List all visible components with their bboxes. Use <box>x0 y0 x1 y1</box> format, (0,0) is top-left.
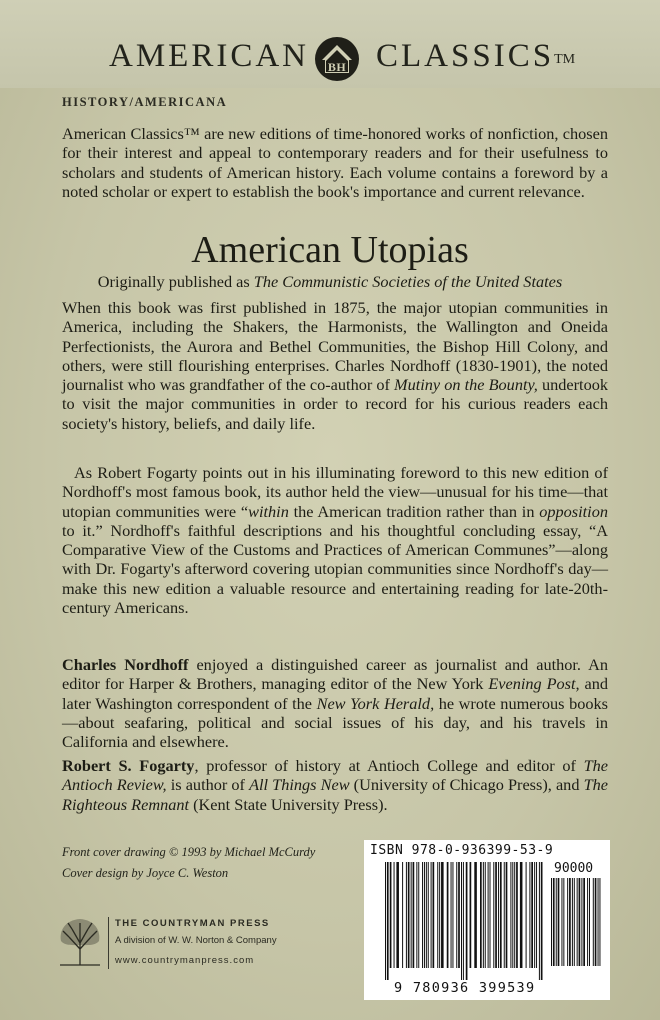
bio2-text-c: (University of Chicago Press), and <box>349 775 584 795</box>
trademark-symbol: TM <box>554 52 576 67</box>
cover-design-credit: Cover design by Joyce C. Weston <box>62 866 229 880</box>
bh-house-logo-icon <box>314 36 360 82</box>
bio2-text-b: is author of <box>166 775 250 795</box>
bio2-text-a: , professor of history at Antioch College and editor of <box>194 756 584 775</box>
book-title: American Utopias <box>191 229 469 271</box>
desc1-text-a: When this book was first published in 1875, the major utopian communities in America, including the Shakers, the Harmonists, the Wallington and Oneida Perfectionists, the Aurora and Bethel Communities, the Bishop Hill Colony, and others, were still flourishing enterprises. Charles Nordhoff (1830-1901), the noted journalist who was grandfather of the co-author of <box>62 298 608 395</box>
ean-barcode-bars <box>384 862 544 980</box>
bio1-italic-1: Evening Post, <box>488 674 580 694</box>
desc1-italic: Mutiny on the Bounty, <box>394 375 538 395</box>
publisher-division: A division of W. W. Norton & Company <box>115 935 277 946</box>
desc1-text-b: undertook to visit the major communities in order to record for his curious readers each society's history, beliefs, and daily life. <box>62 375 608 433</box>
tree-logo-icon <box>57 915 103 967</box>
desc2-text-c: to it.” Nordhoff's faithful descriptions and his thoughtful concluding essay, “A Comparative View of the Customs and Practices of American Communes”—along with Dr. Fogarty's afterword covering utopian communities since Nordhoff's day—make this new edition a valuable resource and entertaining reading for late-20th-century Americans. <box>62 520 608 618</box>
author-bio <box>62 655 608 751</box>
desc2-italic-2: opposition <box>539 501 608 521</box>
cover-drawing-credit: Front cover drawing © 1993 by Michael McCurdy <box>62 845 316 859</box>
bio2-text-d: (Kent State University Press). <box>189 794 388 814</box>
original-title-line <box>0 272 660 292</box>
series-header <box>0 0 660 88</box>
bio1-text-b: and later Washington correspondent of the <box>62 674 608 713</box>
desc2-text-a: As Robert Fogarty points out in his illuminating foreword to this new edition of Nordhoff's most famous book, its author held the view—unusual for his time—that utopian communities were “ <box>62 463 608 521</box>
desc2-text-b: the American tradition rather than in <box>288 501 540 521</box>
category-label: HISTORY/AMERICANA <box>62 95 228 109</box>
foreword-author-name: Robert S. Fogarty <box>62 756 195 775</box>
bio2-italic-3: The Righteous Remnant <box>62 775 608 814</box>
ean-number: 9 780936 399539 <box>394 980 536 996</box>
bio2-italic-2: All Things New <box>249 775 350 795</box>
price-code: 90000 <box>554 861 594 876</box>
original-title: The Communistic Societies of the United States <box>253 272 563 291</box>
bio1-text-a: enjoyed a distinguished career as journalist and author. An editor for Harper & Brothers, managing editor of the New York <box>62 655 608 694</box>
description-paragraph-1 <box>62 298 608 433</box>
subtitle-prefix: Originally published as <box>97 272 254 291</box>
series-name-left: AMERICAN <box>109 38 310 74</box>
logo-lettering: BH <box>327 60 347 74</box>
series-intro-paragraph: American Classics™ are new editions of time-honored works of nonfiction, chosen for their interest and appeal to contemporary readers and for their usefulness to scholars and students of American history. Each volume contains a foreword by a noted scholar or expert to establish the book's importance and current relevance. <box>62 124 608 201</box>
publisher-name: THE COUNTRYMAN PRESS <box>115 918 270 929</box>
foreword-author-bio <box>62 756 608 814</box>
series-name-right-text: CLASSICS <box>376 38 555 74</box>
addon-barcode-bars <box>550 878 604 978</box>
publisher-url: www.countrymanpress.com <box>115 955 255 966</box>
desc2-italic-1: within <box>248 501 289 521</box>
series-name-right <box>376 36 575 76</box>
bio1-text-c: he wrote numerous books—about seafaring, political and social issues of his day, and his travels in California and elsewhere. <box>62 693 608 752</box>
author-name: Charles Nordhoff <box>62 655 189 674</box>
bio2-italic-1: The Antioch Review, <box>62 756 609 795</box>
description-paragraph-2 <box>62 463 608 617</box>
isbn-barcode <box>364 840 610 1000</box>
publisher-divider <box>108 917 109 969</box>
bio1-italic-2: New York Herald, <box>316 693 435 713</box>
isbn-number: ISBN 978-0-936399-53-9 <box>370 843 554 858</box>
